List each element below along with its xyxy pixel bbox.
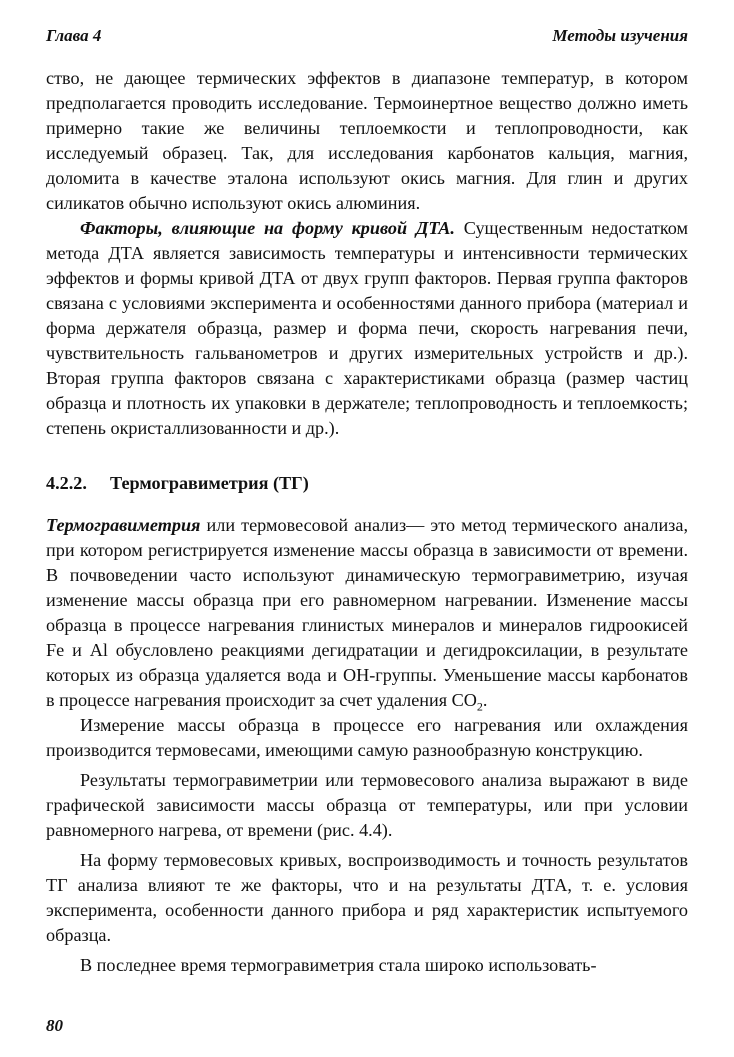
chapter-label: Глава 4 [46, 26, 102, 45]
section-heading [46, 471, 688, 496]
section-running-title: Методы изучения [552, 26, 688, 45]
paragraph-end: . [482, 690, 488, 710]
page-body [46, 26, 688, 978]
defined-term: Термогравиметрия [46, 515, 201, 535]
paragraph-measurement: Измерение массы образца в процессе его нагревания или охлаждения производится термовесами, имеющими самую разнообразную конструкцию. [46, 715, 688, 760]
paragraph-text: Существенным недостатком метода ДТА является зависимость температуры и интенсивности термических эффектов и формы кривой ДТА от двух групп факторов. Первая группа факторов связана с условиями эксперимента и особенностями данного прибора (материал и форма держателя образца, размер и форма печи, скорость нагревания печи, чувствительность гальванометров и других измерительных устройств и др.). Вторая группа факторов связана с характеристиками образца (размер частиц образца и плотность их упаковки в держателе; теплопроводность и теплоемкость; степень окристаллизованности и др.). [46, 218, 688, 438]
page-number: 80 [46, 1016, 63, 1035]
paragraph-dta-factors [46, 216, 688, 441]
paragraph-recent-use: В последнее время термогравиметрия стала широко использовать- [80, 955, 597, 975]
running-head [46, 26, 688, 46]
paragraph-thermogravimetry-definition [46, 513, 688, 713]
section-number: 4.2.2. [46, 473, 87, 493]
paragraph-results: Результаты термогравиметрии или термовесового анализа выражают в виде графической зависимости массы образца от температуры, или при условии равномерного нагрева, от времени (рис. 4.4). [46, 770, 688, 840]
subscript: 2 [476, 699, 483, 714]
paragraph-continuation: ство, не дающее термических эффектов в диапазоне температур, в котором предполагается проводить исследование. Термоинертное вещество должно иметь примерно такие же величины теплоемкости и теплопроводности, как исследуемый образец. Так, для исследования карбонатов кальция, магния, доломита в качестве эталона используют окись магния. Для глин и других силикатов обычно используют окись алюминия. [46, 68, 688, 213]
section-title: Термогравиметрия (ТГ) [110, 473, 309, 493]
paragraph-curve-factors: На форму термовесовых кривых, воспроизводимость и точность результатов ТГ анализа влияют те же факторы, что и на результаты ДТА, т. е. условия эксперимента, особенности данного прибора и ряд характеристик испытуемого образца. [46, 850, 688, 945]
paragraph-text: или термовесовой анализ— это метод термического анализа, при котором регистрируется изменение массы образца в зависимости от времени. В почвоведении часто используют динамическую термогравиметрию, изучая изменение массы образца при его равномерном нагревании. Изменение массы образца в процессе нагревания глинистых минералов и минералов гидроокисей Fe и Al обусловлено реакциями дегидратации и дегидроксилации, в результате которых из образца удаляется вода и OH-группы. Уменьшение массы карбонатов в процессе нагревания происходит за счет удаления CO [46, 515, 688, 710]
paragraph-lead-heading: Факторы, влияющие на форму кривой ДТА. [80, 218, 455, 238]
